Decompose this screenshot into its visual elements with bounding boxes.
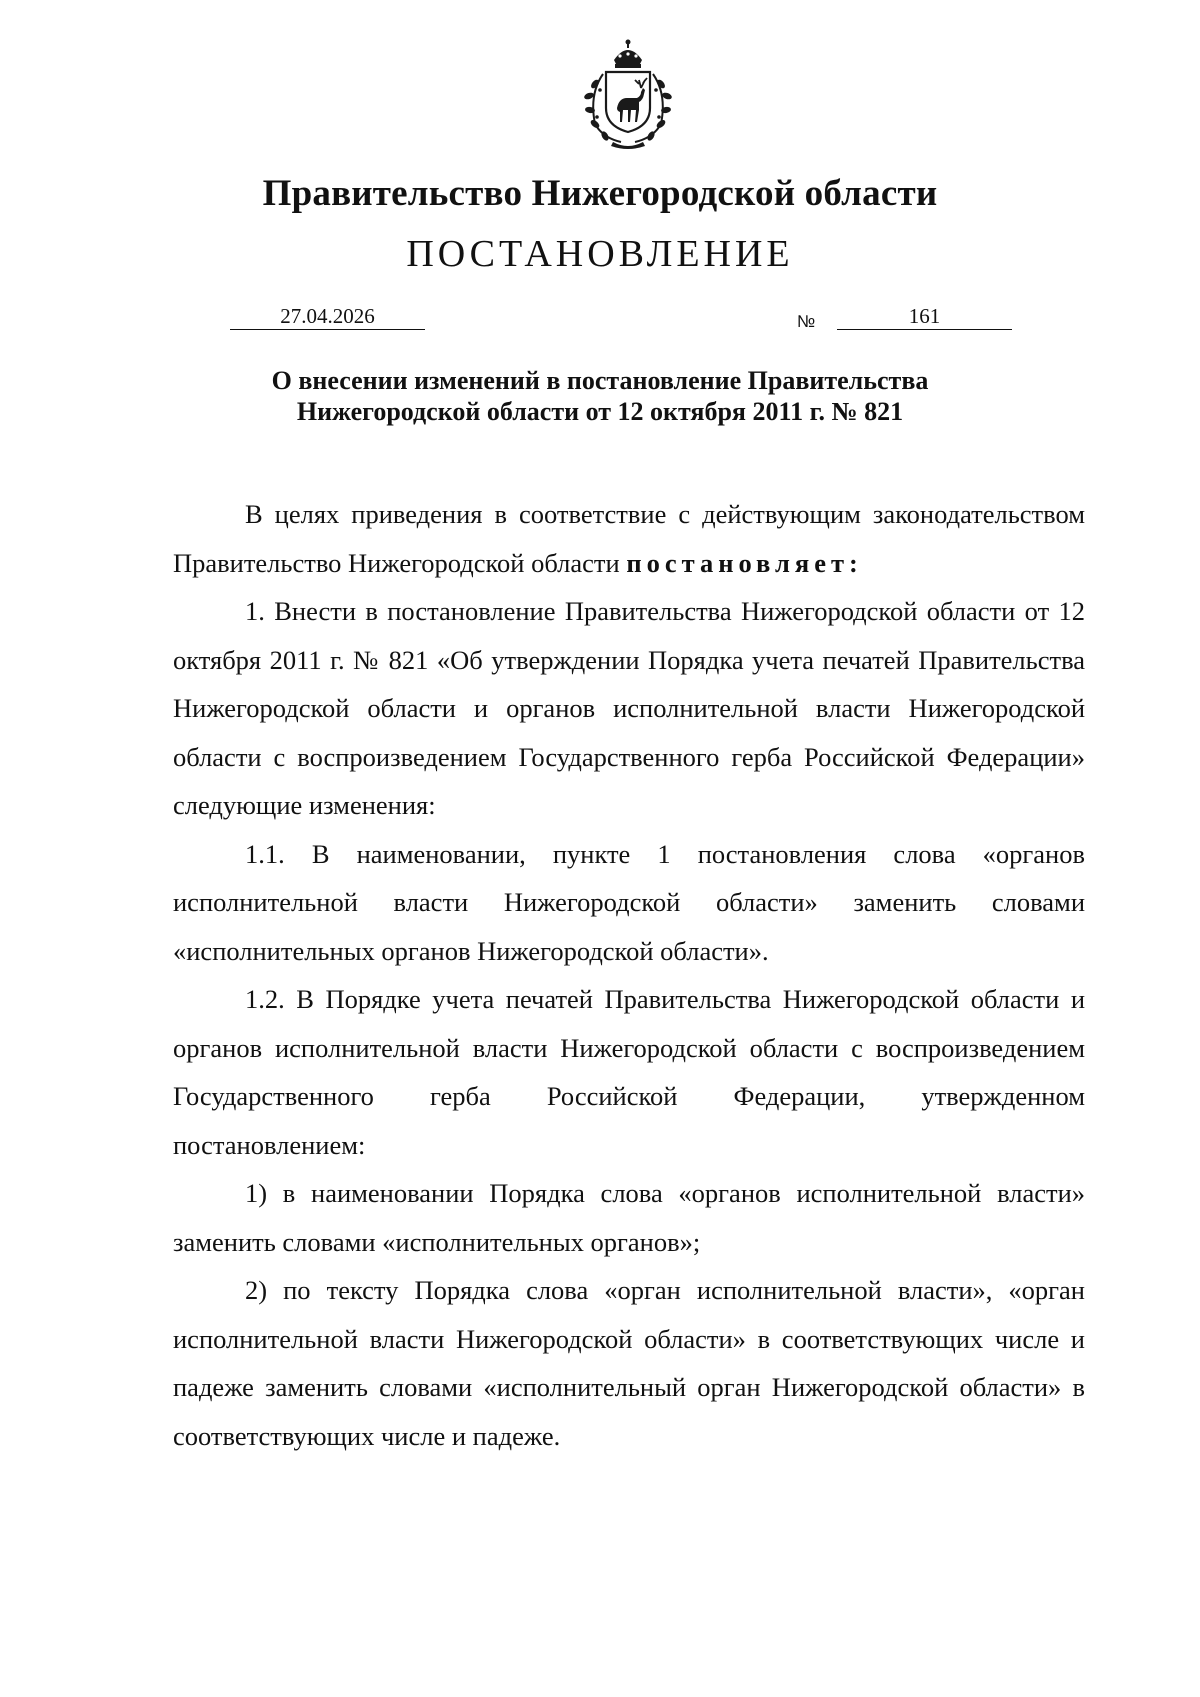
decree-word: постановляет: [626,547,863,578]
preamble-paragraph [173,490,1085,587]
paragraph-1: 1. Внести в постановление Правительства Нижегородской области от 12 октября 2011 г. № 821 «Об утверждении Порядка учета печатей Правительства Нижегородской области и органов исполнительной власти Нижегородской области с воспроизведением Государственного герба Российской Федерации» следующие изменения: [173,596,1085,820]
document-subject [0,365,1200,427]
number-sign: № [797,312,816,331]
document-type: ПОСТАНОВЛЕНИЕ [406,233,794,275]
list-item-1: 1) в наименовании Порядка слова «органов исполнительной власти» заменить словами «исполнительных органов»; [173,1178,1085,1257]
paragraph-1-2: 1.2. В Порядке учета печатей Правительства Нижегородской области и органов исполнительной власти Нижегородской области с воспроизведением Государственного герба Российской Федерации, утвержденном постановлением: [173,984,1085,1160]
organization-title: Правительство Нижегородской области [262,173,938,214]
paragraph-1-1: 1.1. В наименовании, пункте 1 постановления слова «органов исполнительной власти Нижегородской области» заменить словами «исполнительных органов Нижегородской области». [173,838,1085,966]
list-item-2: 2) по тексту Порядка слова «орган исполнительной власти», «орган исполнительной власти Нижегородской области» в соответствующих числе и падеже заменить словами «исполнительный орган Нижегородской области» в соответствующих числе и падеже. [173,1275,1085,1451]
coat-of-arms-icon [573,38,683,150]
subject-line-1: О внесении изменений в постановление Правительства [271,366,929,395]
document-body [173,490,1085,1460]
document-number: 161 [837,303,1012,330]
document-date: 27.04.2026 [230,303,425,330]
preamble-text: В целях приведения в соответствие с действующим законодательством Правительство Нижегородской области [173,499,1085,578]
subject-line-2: Нижегородской области от 12 октября 2011 г. № 821 [296,397,904,426]
